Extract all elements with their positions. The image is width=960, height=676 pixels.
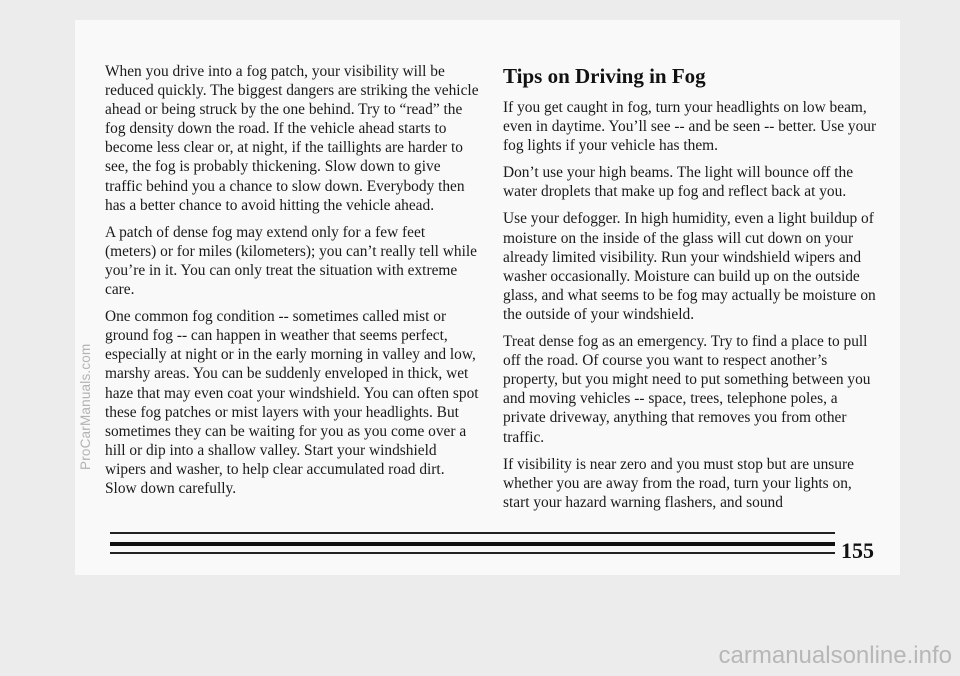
left-paragraph-2: A patch of dense fog may extend only for a few feet (meters) or for miles (kilometers); you can’t really tell while you’re in it. You can only treat the situation with extreme care. [105,223,477,299]
right-paragraph-2: Don’t use your high beams. The light will bounce off the water droplets that make up fog and reflect back at you. [503,164,854,201]
footer-rule-middle [110,542,835,546]
bottom-watermark: carmanualsonline.info [718,642,952,669]
footer-rule-top [110,532,835,534]
right-paragraph-1: If you get caught in fog, turn your headlights on low beam, even in daytime. You’ll see -- and be seen -- better. Use your fog lights if your vehicle has them. [503,99,877,155]
right-column [503,64,878,520]
section-heading: Tips on Driving in Fog [503,64,706,88]
page-number: 155 [841,538,874,563]
right-paragraph-4: Treat dense fog as an emergency. Try to find a place to pull off the road. Of course you want to respect another’s property, but you might need to put something between you and moving vehicles -- space, trees, telephone poles, a private driveway, anything that removes you from other traffic. [503,333,871,446]
left-paragraph-1: When you drive into a fog patch, your visibility will be reduced quickly. The biggest dangers are striking the vehicle ahead or being struck by the one behind. Try to “read” the fog density down the road. If the vehicle ahead starts to become less clear or, at night, if the taillights are harder to see, the fog is probably thickening. Slow down to give traffic behind you a chance to slow down. Everybody then has a better chance to avoid hitting the vehicle ahead. [105,63,479,214]
right-paragraph-5: If visibility is near zero and you must stop but are unsure whether you are away from the road, turn your lights on, start your hazard warning flashers, and sound [503,455,854,511]
footer-rule-bottom [110,552,835,554]
left-column [105,62,480,506]
right-paragraph-3: Use your defogger. In high humidity, even a light buildup of moisture on the inside of the glass will cut down on your already limited visibility. Run your windshield wipers and washer occasionally. Moisture can build up on the outside glass, and what seems to be fog may actually be moisture on the outside of your windshield. [503,210,876,323]
left-paragraph-3: One common fog condition -- sometimes called mist or ground fog -- can happen in weather that seems perfect, especially at night or in the early morning in valley and low, marshy areas. You can be suddenly enveloped in thick, wet haze that may even coat your windshield. You can often spot these fog patches or mist layers with your headlights. But sometimes they can be waiting for you as you come over a hill or dip into a shallow valley. Start your windshield wipers and washer, to help clear accumulated road dirt. Slow down carefully. [105,308,479,497]
manual-page [75,20,900,575]
side-watermark: ProCarManuals.com [78,343,93,470]
